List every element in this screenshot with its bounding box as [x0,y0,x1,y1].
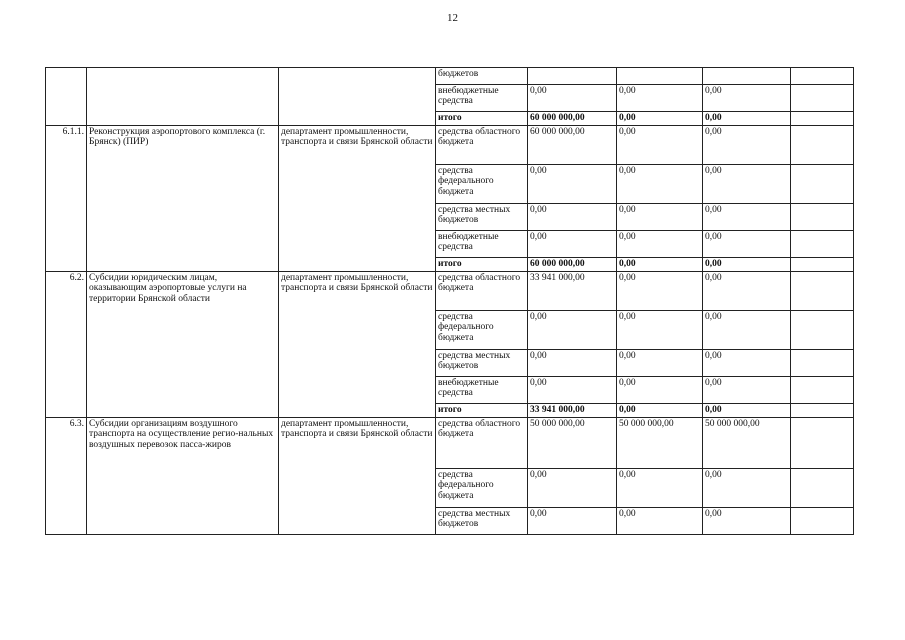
value-cell: 0,00 [617,231,703,258]
total-value: 0,00 [617,404,703,418]
table-row [46,418,854,469]
value-cell: 0,00 [703,85,791,112]
value-cell: 0,00 [703,377,791,404]
source-cell: средства местных бюджетов [436,204,528,231]
value-cell: 0,00 [528,204,617,231]
total-label: итого [436,258,528,272]
value-cell: 0,00 [528,350,617,377]
source-cell: средства федерального бюджета [436,165,528,204]
value-cell: 33 941 000,00 [528,272,617,311]
source-cell: средства местных бюджетов [436,350,528,377]
executor-name: департамент промышленности, транспорта и связи Брянской области [279,418,436,535]
source-cell: средства федерального бюджета [436,311,528,350]
value-cell: 0,00 [617,165,703,204]
value-cell: 50 000 000,00 [703,418,791,469]
value-cell: 0,00 [617,508,703,535]
table-row [46,272,854,311]
value-cell: 0,00 [617,311,703,350]
measure-name: Реконструкция аэропортового комплекса (г. Брянск) (ПИР) [87,126,279,272]
source-cell: средства федерального бюджета [436,469,528,508]
value-cell: 0,00 [617,126,703,165]
value-cell: 0,00 [703,350,791,377]
total-value: 33 941 000,00 [528,404,617,418]
row-number: 6.1.1. [46,126,87,272]
value-cell: 0,00 [617,272,703,311]
value-cell: 0,00 [703,204,791,231]
source-cell: внебюджетные средства [436,377,528,404]
source-cell: внебюджетные средства [436,85,528,112]
page-number: 12 [447,12,458,24]
total-label: итого [436,112,528,126]
total-value: 60 000 000,00 [528,112,617,126]
value-cell: 50 000 000,00 [528,418,617,469]
row-number: 6.2. [46,272,87,418]
value-cell: 0,00 [617,85,703,112]
source-cell: средства областного бюджета [436,126,528,165]
value-cell: 0,00 [703,469,791,508]
total-value: 0,00 [703,258,791,272]
value-cell: 50 000 000,00 [617,418,703,469]
table-row [46,68,854,85]
value-cell: 0,00 [528,231,617,258]
value-cell: 0,00 [528,508,617,535]
value-cell: 0,00 [703,165,791,204]
value-cell: 0,00 [703,508,791,535]
value-cell: 0,00 [703,231,791,258]
total-value: 0,00 [617,112,703,126]
value-cell: 0,00 [528,311,617,350]
budget-table [45,67,854,535]
total-label: итого [436,404,528,418]
total-value: 60 000 000,00 [528,258,617,272]
value-cell: 0,00 [703,126,791,165]
value-cell: 0,00 [528,165,617,204]
source-cell: бюджетов [436,68,528,85]
value-cell: 0,00 [703,272,791,311]
value-cell: 0,00 [617,350,703,377]
total-value: 0,00 [617,258,703,272]
source-cell: средства областного бюджета [436,272,528,311]
value-cell: 60 000 000,00 [528,126,617,165]
value-cell: 0,00 [617,377,703,404]
measure-name: Субсидии юридическим лицам, оказывающим аэропортовые услуги на территории Брянской области [87,272,279,418]
value-cell: 0,00 [617,204,703,231]
value-cell: 0,00 [528,377,617,404]
total-value: 0,00 [703,112,791,126]
row-number: 6.3. [46,418,87,535]
measure-name: Субсидии организациям воздушного транспорта на осуществление регио-нальных воздушных перевозок пасса-жиров [87,418,279,535]
source-cell: внебюджетные средства [436,231,528,258]
total-value: 0,00 [703,404,791,418]
table-row [46,126,854,165]
source-cell: средства областного бюджета [436,418,528,469]
value-cell: 0,00 [528,469,617,508]
value-cell: 0,00 [528,85,617,112]
source-cell: средства местных бюджетов [436,508,528,535]
executor-name: департамент промышленности, транспорта и связи Брянской области [279,272,436,418]
value-cell: 0,00 [703,311,791,350]
value-cell: 0,00 [617,469,703,508]
executor-name: департамент промышленности, транспорта и связи Брянской области [279,126,436,272]
